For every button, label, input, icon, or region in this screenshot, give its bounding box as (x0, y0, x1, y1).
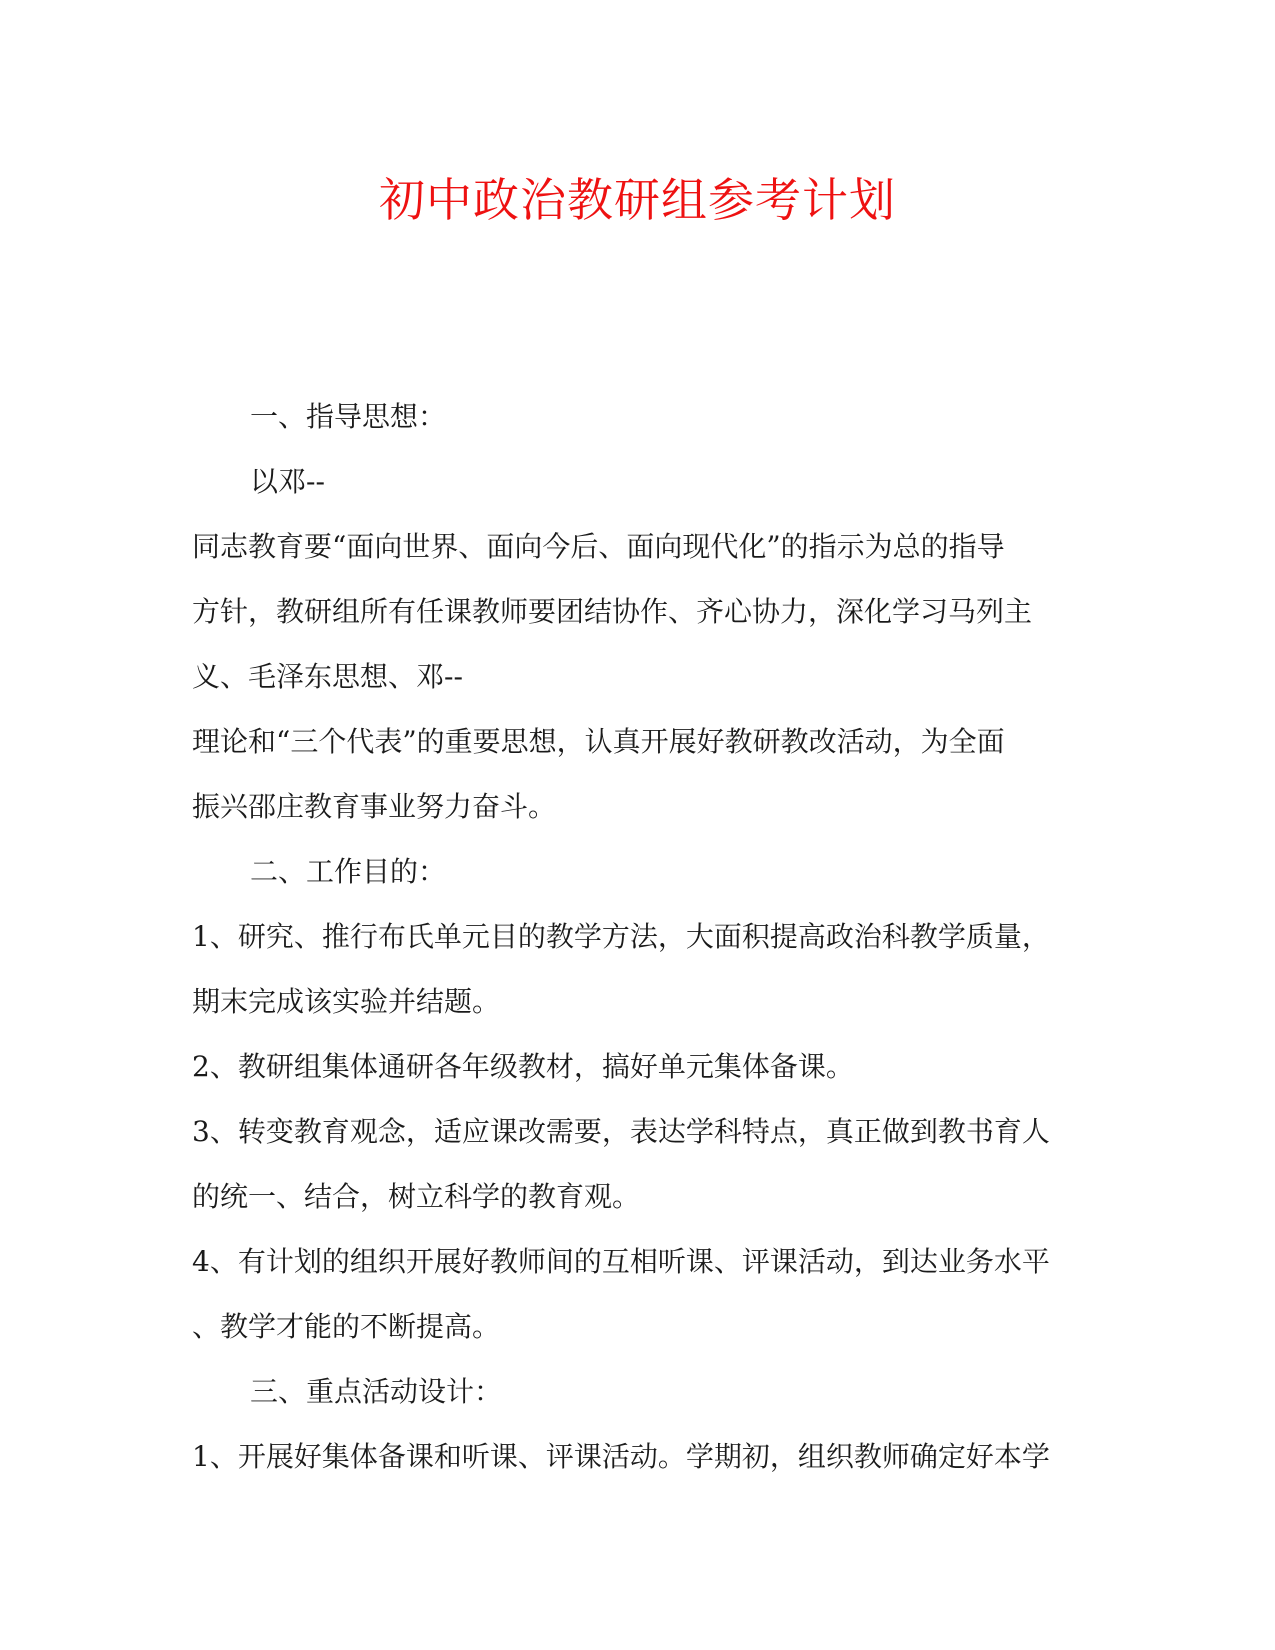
list-item-line: 的统一、结合，树立科学的教育观。 (192, 1180, 641, 1213)
section-heading-work-goals: 二、工作目的： (250, 855, 447, 888)
section-heading-guiding-ideology: 一、指导思想： (250, 400, 447, 433)
list-item-line: 1、开展好集体备课和听课、评课活动。学期初，组织教师确定好本学 (192, 1440, 1050, 1473)
section-heading-key-activities: 三、重点活动设计： (250, 1375, 503, 1408)
list-item-line: 期末完成该实验并结题。 (192, 985, 501, 1018)
paragraph-line: 同志教育要“面向世界、面向今后、面向现代化”的指示为总的指导 (192, 530, 1005, 563)
paragraph-line: 振兴邵庄教育事业努力奋斗。 (192, 790, 557, 823)
paragraph-line: 方针，教研组所有任课教师要团结协作、齐心协力，深化学习马列主 (192, 595, 1033, 628)
list-item-line: 3、转变教育观念，适应课改需要，表达学科特点，真正做到教书育人 (192, 1115, 1050, 1148)
paragraph-line: 义、毛泽东思想、邓-- (192, 660, 463, 693)
document-title: 初中政治教研组参考计划 (379, 173, 896, 227)
list-item-line: 2、教研组集体通研各年级教材，搞好单元集体备课。 (192, 1050, 854, 1083)
list-item-line: 4、有计划的组织开展好教师间的互相听课、评课活动，到达业务水平 (192, 1245, 1050, 1278)
paragraph-line: 以邓-- (250, 465, 325, 498)
list-item-line: 、教学才能的不断提高。 (192, 1310, 501, 1343)
paragraph-line: 理论和“三个代表”的重要思想，认真开展好教研教改活动，为全面 (192, 725, 1005, 758)
document-body (192, 384, 1092, 1489)
list-item-line: 1、研究、推行布氏单元目的教学方法，大面积提高政治科教学质量， (192, 920, 1050, 953)
